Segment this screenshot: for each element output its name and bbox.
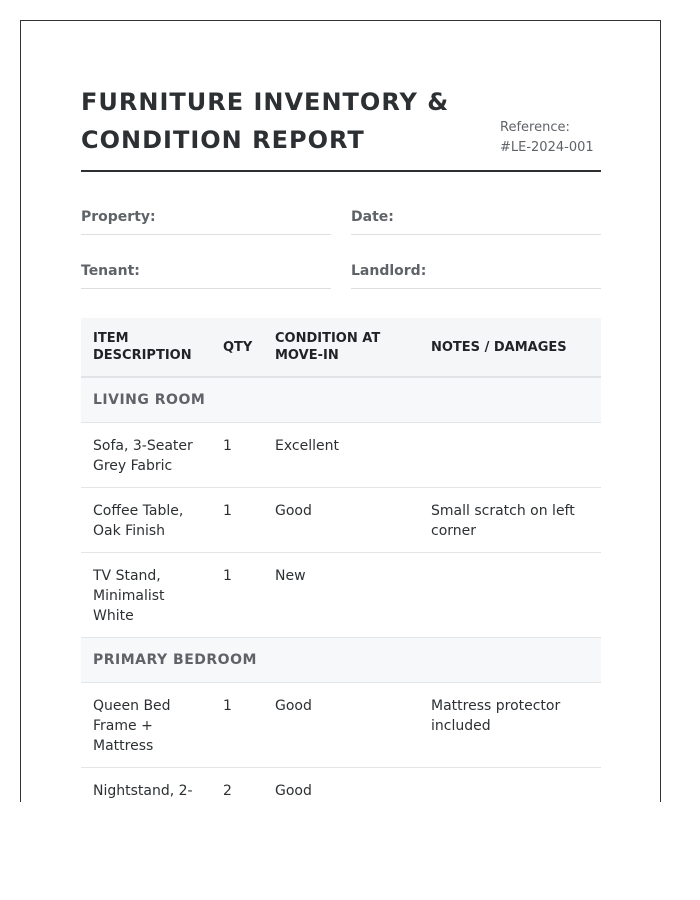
landlord-field[interactable] bbox=[351, 261, 601, 289]
item-qty: 1 bbox=[211, 423, 263, 488]
section-label: PRIMARY BEDROOM bbox=[81, 638, 601, 683]
item-description: Nightstand, 2- bbox=[81, 768, 211, 803]
landlord-label: Landlord: bbox=[351, 263, 427, 279]
section-label: LIVING ROOM bbox=[81, 377, 601, 423]
header-notes: NOTES / DAMAGES bbox=[419, 318, 601, 377]
item-condition: Excellent bbox=[263, 423, 419, 488]
inventory-table bbox=[81, 318, 601, 802]
tenant-label: Tenant: bbox=[81, 263, 140, 279]
property-label: Property: bbox=[81, 209, 156, 225]
table-row bbox=[81, 553, 601, 638]
item-qty: 1 bbox=[211, 488, 263, 553]
table-row bbox=[81, 768, 601, 803]
item-qty: 1 bbox=[211, 553, 263, 638]
item-qty: 2 bbox=[211, 768, 263, 803]
date-label: Date: bbox=[351, 209, 394, 225]
item-qty: 1 bbox=[211, 683, 263, 768]
section-row-primary-bedroom bbox=[81, 638, 601, 683]
table-row bbox=[81, 423, 601, 488]
date-field[interactable] bbox=[351, 207, 601, 235]
item-condition: Good bbox=[263, 488, 419, 553]
item-description: Coffee Table, Oak Finish bbox=[81, 488, 211, 553]
report-page bbox=[20, 20, 661, 802]
table-header-row bbox=[81, 318, 601, 377]
item-condition: Good bbox=[263, 768, 419, 803]
header-qty: QTY bbox=[211, 318, 263, 377]
item-notes bbox=[419, 768, 601, 803]
item-notes: Mattress protector included bbox=[419, 683, 601, 768]
item-notes bbox=[419, 423, 601, 488]
property-field[interactable] bbox=[81, 207, 331, 235]
report-header bbox=[81, 21, 601, 172]
item-notes: Small scratch on left corner bbox=[419, 488, 601, 553]
reference-number: Reference: #LE-2024-001 bbox=[500, 120, 594, 155]
report-title: FURNITURE INVENTORY & CONDITION REPORT bbox=[81, 88, 450, 154]
header-item-description: ITEM DESCRIPTION bbox=[81, 318, 211, 377]
table-row bbox=[81, 683, 601, 768]
tenant-field[interactable] bbox=[81, 261, 331, 289]
table-row bbox=[81, 488, 601, 553]
item-description: TV Stand, Minimalist White bbox=[81, 553, 211, 638]
item-description: Queen Bed Frame + Mattress bbox=[81, 683, 211, 768]
item-description: Sofa, 3-Seater Grey Fabric bbox=[81, 423, 211, 488]
section-row-living-room bbox=[81, 377, 601, 423]
item-notes bbox=[419, 553, 601, 638]
item-condition: New bbox=[263, 553, 419, 638]
item-condition: Good bbox=[263, 683, 419, 768]
header-condition: CONDITION AT MOVE-IN bbox=[263, 318, 419, 377]
report-content bbox=[81, 21, 601, 799]
